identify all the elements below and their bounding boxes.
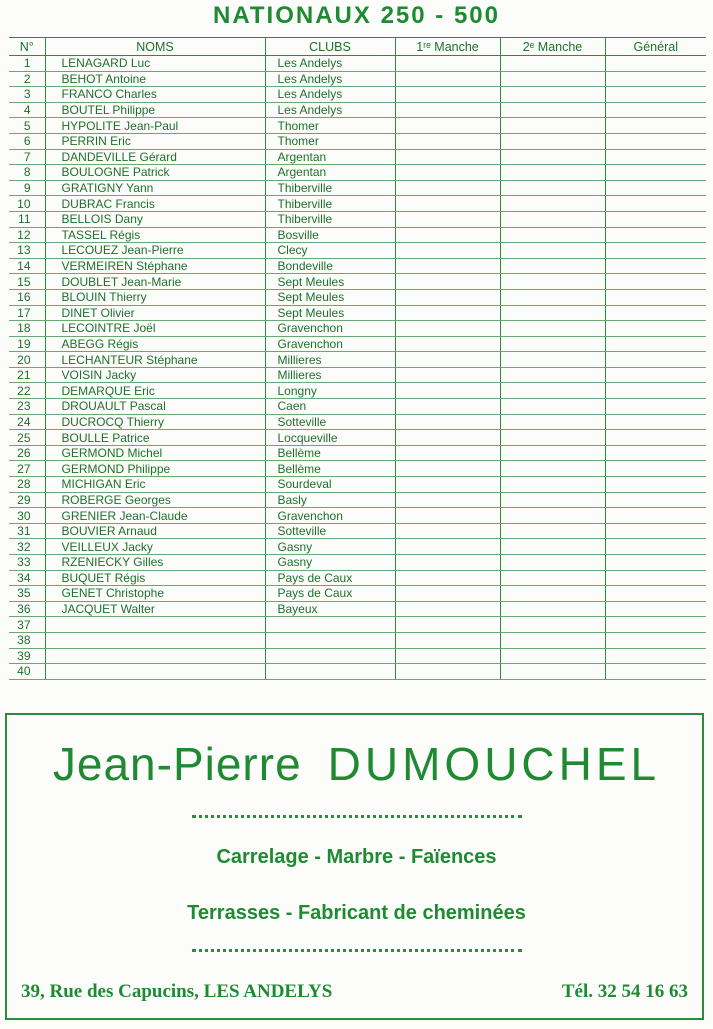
ad-services-line-1: Carrelage - Marbre - Faïences xyxy=(216,846,497,868)
round2-cell xyxy=(500,555,605,571)
general-cell xyxy=(605,243,706,259)
row-number: 39 xyxy=(9,648,45,664)
row-number: 21 xyxy=(9,367,45,383)
general-cell xyxy=(605,632,706,648)
competitor-name: DROUAULT Pascal xyxy=(45,399,265,415)
table-row xyxy=(9,632,706,648)
row-number: 25 xyxy=(9,430,45,446)
general-cell xyxy=(605,289,706,305)
round2-cell xyxy=(500,430,605,446)
round2-cell xyxy=(500,336,605,352)
round2-cell xyxy=(500,133,605,149)
table-row xyxy=(9,56,706,72)
round2-cell xyxy=(500,399,605,415)
page-title: NATIONAUX 250 - 500 xyxy=(213,2,500,29)
round1-cell xyxy=(395,336,500,352)
club-name: Sept Meules xyxy=(265,289,395,305)
row-number: 33 xyxy=(9,555,45,571)
table-row xyxy=(9,243,706,259)
competitor-name: DANDEVILLE Gérard xyxy=(45,149,265,165)
table-row xyxy=(9,133,706,149)
table-row xyxy=(9,367,706,383)
round1-cell xyxy=(395,227,500,243)
round1-cell xyxy=(395,477,500,493)
table-row xyxy=(9,430,706,446)
general-cell xyxy=(605,211,706,227)
row-number: 23 xyxy=(9,399,45,415)
competitor-name: GENET Christophe xyxy=(45,586,265,602)
general-cell xyxy=(605,601,706,617)
col-header-club: CLUBS xyxy=(265,38,395,56)
club-name: Pays de Caux xyxy=(265,570,395,586)
table-row xyxy=(9,87,706,103)
competitor-name: VERMEIREN Stéphane xyxy=(45,258,265,274)
general-cell xyxy=(605,149,706,165)
row-number: 32 xyxy=(9,539,45,555)
row-number: 24 xyxy=(9,414,45,430)
competitor-name: BOUTEL Philippe xyxy=(45,102,265,118)
round1-cell xyxy=(395,133,500,149)
club-name xyxy=(265,648,395,664)
table-row xyxy=(9,289,706,305)
club-name: Thomer xyxy=(265,133,395,149)
competitor-name: BEHOT Antoine xyxy=(45,71,265,87)
round1-cell xyxy=(395,461,500,477)
club-name xyxy=(265,664,395,680)
col-header-general: Général xyxy=(605,38,706,56)
competitor-name: HYPOLITE Jean-Paul xyxy=(45,118,265,134)
round1-cell xyxy=(395,71,500,87)
table-row xyxy=(9,180,706,196)
competitor-name: JACQUET Walter xyxy=(45,601,265,617)
table-row xyxy=(9,601,706,617)
row-number: 6 xyxy=(9,133,45,149)
round2-cell xyxy=(500,632,605,648)
round2-cell xyxy=(500,664,605,680)
round1-cell xyxy=(395,632,500,648)
row-number: 14 xyxy=(9,258,45,274)
table-row xyxy=(9,321,706,337)
dotted-divider xyxy=(192,815,522,818)
club-name: Thiberville xyxy=(265,211,395,227)
ad-last-name: DUMOUCHEL xyxy=(327,738,661,790)
competitor-name: ABEGG Régis xyxy=(45,336,265,352)
table-row xyxy=(9,445,706,461)
general-cell xyxy=(605,461,706,477)
round1-cell xyxy=(395,102,500,118)
table-row xyxy=(9,523,706,539)
row-number: 28 xyxy=(9,477,45,493)
competitor-name: VEILLEUX Jacky xyxy=(45,539,265,555)
general-cell xyxy=(605,352,706,368)
general-cell xyxy=(605,118,706,134)
round2-cell xyxy=(500,586,605,602)
round1-cell xyxy=(395,321,500,337)
general-cell xyxy=(605,196,706,212)
general-cell xyxy=(605,617,706,633)
general-cell xyxy=(605,445,706,461)
club-name: Millieres xyxy=(265,352,395,368)
general-cell xyxy=(605,180,706,196)
round2-cell xyxy=(500,165,605,181)
col-header-round1: 1ʳᵉ Manche xyxy=(395,38,500,56)
round2-cell xyxy=(500,523,605,539)
round1-cell xyxy=(395,87,500,103)
round1-cell xyxy=(395,601,500,617)
club-name: Les Andelys xyxy=(265,102,395,118)
row-number: 7 xyxy=(9,149,45,165)
general-cell xyxy=(605,508,706,524)
round2-cell xyxy=(500,352,605,368)
club-name: Les Andelys xyxy=(265,56,395,72)
round2-cell xyxy=(500,367,605,383)
club-name: Argentan xyxy=(265,165,395,181)
club-name: Longny xyxy=(265,383,395,399)
competitor-name: MICHIGAN Eric xyxy=(45,477,265,493)
row-number: 17 xyxy=(9,305,45,321)
round1-cell xyxy=(395,664,500,680)
competitor-name: BOULOGNE Patrick xyxy=(45,165,265,181)
round1-cell xyxy=(395,570,500,586)
general-cell xyxy=(605,56,706,72)
row-number: 34 xyxy=(9,570,45,586)
col-header-round2: 2ᵉ Manche xyxy=(500,38,605,56)
table-row xyxy=(9,336,706,352)
competitor-name: GRATIGNY Yann xyxy=(45,180,265,196)
club-name: Bondeville xyxy=(265,258,395,274)
competitor-name: GRENIER Jean-Claude xyxy=(45,508,265,524)
row-number: 13 xyxy=(9,243,45,259)
col-header-name: NOMS xyxy=(45,38,265,56)
general-cell xyxy=(605,664,706,680)
club-name: Thomer xyxy=(265,118,395,134)
club-name: Argentan xyxy=(265,149,395,165)
general-cell xyxy=(605,477,706,493)
table-row xyxy=(9,165,706,181)
table-row xyxy=(9,477,706,493)
round2-cell xyxy=(500,305,605,321)
table-row xyxy=(9,617,706,633)
general-cell xyxy=(605,492,706,508)
table-row xyxy=(9,258,706,274)
club-name: Locqueville xyxy=(265,430,395,446)
row-number: 36 xyxy=(9,601,45,617)
row-number: 12 xyxy=(9,227,45,243)
round1-cell xyxy=(395,289,500,305)
competitor-name xyxy=(45,617,265,633)
table-row xyxy=(9,508,706,524)
round1-cell xyxy=(395,243,500,259)
competitor-name: PERRIN Eric xyxy=(45,133,265,149)
competitor-name: DUCROCQ Thierry xyxy=(45,414,265,430)
row-number: 37 xyxy=(9,617,45,633)
club-name: Thiberville xyxy=(265,180,395,196)
round2-cell xyxy=(500,601,605,617)
advertisement xyxy=(5,713,704,1020)
row-number: 9 xyxy=(9,180,45,196)
table-row xyxy=(9,227,706,243)
table-row xyxy=(9,664,706,680)
club-name: Bayeux xyxy=(265,601,395,617)
general-cell xyxy=(605,586,706,602)
competitor-name xyxy=(45,664,265,680)
round2-cell xyxy=(500,196,605,212)
round2-cell xyxy=(500,289,605,305)
round1-cell xyxy=(395,180,500,196)
row-number: 27 xyxy=(9,461,45,477)
club-name: Gasny xyxy=(265,555,395,571)
general-cell xyxy=(605,399,706,415)
club-name: Gravenchon xyxy=(265,321,395,337)
competitor-name: BOULLE Patrice xyxy=(45,430,265,446)
table-row xyxy=(9,570,706,586)
club-name: Clecy xyxy=(265,243,395,259)
table-row xyxy=(9,274,706,290)
competitor-name xyxy=(45,632,265,648)
general-cell xyxy=(605,570,706,586)
dotted-divider xyxy=(192,949,522,952)
club-name: Basly xyxy=(265,492,395,508)
round1-cell xyxy=(395,430,500,446)
competitor-name: BUQUET Régis xyxy=(45,570,265,586)
ad-services-line-2: Terrasses - Fabricant de cheminées xyxy=(187,902,526,924)
round1-cell xyxy=(395,586,500,602)
table-row xyxy=(9,118,706,134)
club-name: Caen xyxy=(265,399,395,415)
table-row xyxy=(9,555,706,571)
club-name: Pays de Caux xyxy=(265,586,395,602)
table-row xyxy=(9,461,706,477)
round1-cell xyxy=(395,414,500,430)
table-row xyxy=(9,305,706,321)
competitor-name: BOUVIER Arnaud xyxy=(45,523,265,539)
round2-cell xyxy=(500,648,605,664)
row-number: 26 xyxy=(9,445,45,461)
round1-cell xyxy=(395,56,500,72)
general-cell xyxy=(605,227,706,243)
table-row xyxy=(9,383,706,399)
round1-cell xyxy=(395,196,500,212)
competitor-name: DOUBLET Jean-Marie xyxy=(45,274,265,290)
round1-cell xyxy=(395,305,500,321)
club-name: Bosville xyxy=(265,227,395,243)
club-name xyxy=(265,617,395,633)
round1-cell xyxy=(395,555,500,571)
general-cell xyxy=(605,133,706,149)
competitor-name: FRANCO Charles xyxy=(45,87,265,103)
club-name: Sourdeval xyxy=(265,477,395,493)
general-cell xyxy=(605,321,706,337)
row-number: 20 xyxy=(9,352,45,368)
club-name: Gravenchon xyxy=(265,508,395,524)
table-header-row xyxy=(9,38,706,56)
row-number: 29 xyxy=(9,492,45,508)
general-cell xyxy=(605,648,706,664)
ad-first-name: Jean-Pierre xyxy=(52,738,302,790)
competitor-name: VOISIN Jacky xyxy=(45,367,265,383)
general-cell xyxy=(605,523,706,539)
row-number: 19 xyxy=(9,336,45,352)
general-cell xyxy=(605,430,706,446)
round2-cell xyxy=(500,211,605,227)
round2-cell xyxy=(500,445,605,461)
row-number: 38 xyxy=(9,632,45,648)
round2-cell xyxy=(500,274,605,290)
round1-cell xyxy=(395,118,500,134)
club-name: Sotteville xyxy=(265,414,395,430)
round1-cell xyxy=(395,508,500,524)
row-number: 10 xyxy=(9,196,45,212)
round2-cell xyxy=(500,617,605,633)
round1-cell xyxy=(395,445,500,461)
col-header-num: N° xyxy=(9,38,45,56)
round2-cell xyxy=(500,477,605,493)
round1-cell xyxy=(395,274,500,290)
round2-cell xyxy=(500,227,605,243)
round2-cell xyxy=(500,508,605,524)
club-name: Les Andelys xyxy=(265,87,395,103)
competitor-name: TASSEL Régis xyxy=(45,227,265,243)
competitor-name: LECOUEZ Jean-Pierre xyxy=(45,243,265,259)
round2-cell xyxy=(500,539,605,555)
round2-cell xyxy=(500,461,605,477)
general-cell xyxy=(605,274,706,290)
round2-cell xyxy=(500,87,605,103)
club-name: Bellème xyxy=(265,461,395,477)
club-name: Sotteville xyxy=(265,523,395,539)
round1-cell xyxy=(395,352,500,368)
competitor-name: DINET Olivier xyxy=(45,305,265,321)
club-name: Thiberville xyxy=(265,196,395,212)
round2-cell xyxy=(500,258,605,274)
competitor-name: ROBERGE Georges xyxy=(45,492,265,508)
row-number: 2 xyxy=(9,71,45,87)
table-row xyxy=(9,414,706,430)
round2-cell xyxy=(500,118,605,134)
competitor-name: BLOUIN Thierry xyxy=(45,289,265,305)
general-cell xyxy=(605,102,706,118)
table-row xyxy=(9,211,706,227)
club-name: Gasny xyxy=(265,539,395,555)
round2-cell xyxy=(500,383,605,399)
round1-cell xyxy=(395,539,500,555)
round2-cell xyxy=(500,71,605,87)
general-cell xyxy=(605,367,706,383)
competitor-name: GERMOND Philippe xyxy=(45,461,265,477)
table-row xyxy=(9,586,706,602)
club-name xyxy=(265,632,395,648)
club-name: Sept Meules xyxy=(265,305,395,321)
table-row xyxy=(9,399,706,415)
general-cell xyxy=(605,165,706,181)
row-number: 3 xyxy=(9,87,45,103)
club-name: Sept Meules xyxy=(265,274,395,290)
general-cell xyxy=(605,555,706,571)
competitor-name: RZENIECKY Gilles xyxy=(45,555,265,571)
round1-cell xyxy=(395,648,500,664)
club-name: Millieres xyxy=(265,367,395,383)
competitor-name: LECOINTRE Joël xyxy=(45,321,265,337)
general-cell xyxy=(605,305,706,321)
round2-cell xyxy=(500,56,605,72)
round2-cell xyxy=(500,414,605,430)
competitor-name xyxy=(45,648,265,664)
general-cell xyxy=(605,258,706,274)
club-name: Gravenchon xyxy=(265,336,395,352)
general-cell xyxy=(605,336,706,352)
competitor-name: LENAGARD Luc xyxy=(45,56,265,72)
round2-cell xyxy=(500,243,605,259)
row-number: 8 xyxy=(9,165,45,181)
table-row xyxy=(9,102,706,118)
table-row xyxy=(9,539,706,555)
ad-address: 39, Rue des Capucins, LES ANDELYS xyxy=(21,981,333,1002)
row-number: 18 xyxy=(9,321,45,337)
club-name: Bellème xyxy=(265,445,395,461)
ad-phone: Tél. 32 54 16 63 xyxy=(561,981,688,1002)
row-number: 31 xyxy=(9,523,45,539)
results-table xyxy=(9,37,706,680)
row-number: 15 xyxy=(9,274,45,290)
general-cell xyxy=(605,383,706,399)
round1-cell xyxy=(395,258,500,274)
round2-cell xyxy=(500,492,605,508)
table-row xyxy=(9,71,706,87)
round1-cell xyxy=(395,492,500,508)
round2-cell xyxy=(500,149,605,165)
table-row xyxy=(9,492,706,508)
club-name: Les Andelys xyxy=(265,71,395,87)
row-number: 40 xyxy=(9,664,45,680)
ad-advertiser-name xyxy=(7,737,706,791)
round1-cell xyxy=(395,149,500,165)
row-number: 5 xyxy=(9,118,45,134)
round2-cell xyxy=(500,102,605,118)
competitor-name: LECHANTEUR Stéphane xyxy=(45,352,265,368)
row-number: 4 xyxy=(9,102,45,118)
row-number: 30 xyxy=(9,508,45,524)
round1-cell xyxy=(395,617,500,633)
row-number: 22 xyxy=(9,383,45,399)
round1-cell xyxy=(395,399,500,415)
round1-cell xyxy=(395,165,500,181)
row-number: 1 xyxy=(9,56,45,72)
general-cell xyxy=(605,414,706,430)
round2-cell xyxy=(500,321,605,337)
competitor-name: DUBRAC Francis xyxy=(45,196,265,212)
table-row xyxy=(9,352,706,368)
round1-cell xyxy=(395,383,500,399)
competitor-name: BELLOIS Dany xyxy=(45,211,265,227)
row-number: 35 xyxy=(9,586,45,602)
general-cell xyxy=(605,71,706,87)
round2-cell xyxy=(500,570,605,586)
general-cell xyxy=(605,539,706,555)
round2-cell xyxy=(500,180,605,196)
row-number: 16 xyxy=(9,289,45,305)
competitor-name: GERMOND Michel xyxy=(45,445,265,461)
round1-cell xyxy=(395,367,500,383)
round1-cell xyxy=(395,211,500,227)
round1-cell xyxy=(395,523,500,539)
table-row xyxy=(9,196,706,212)
row-number: 11 xyxy=(9,211,45,227)
competitor-name: DEMARQUE Eric xyxy=(45,383,265,399)
table-row xyxy=(9,648,706,664)
table-row xyxy=(9,149,706,165)
general-cell xyxy=(605,87,706,103)
